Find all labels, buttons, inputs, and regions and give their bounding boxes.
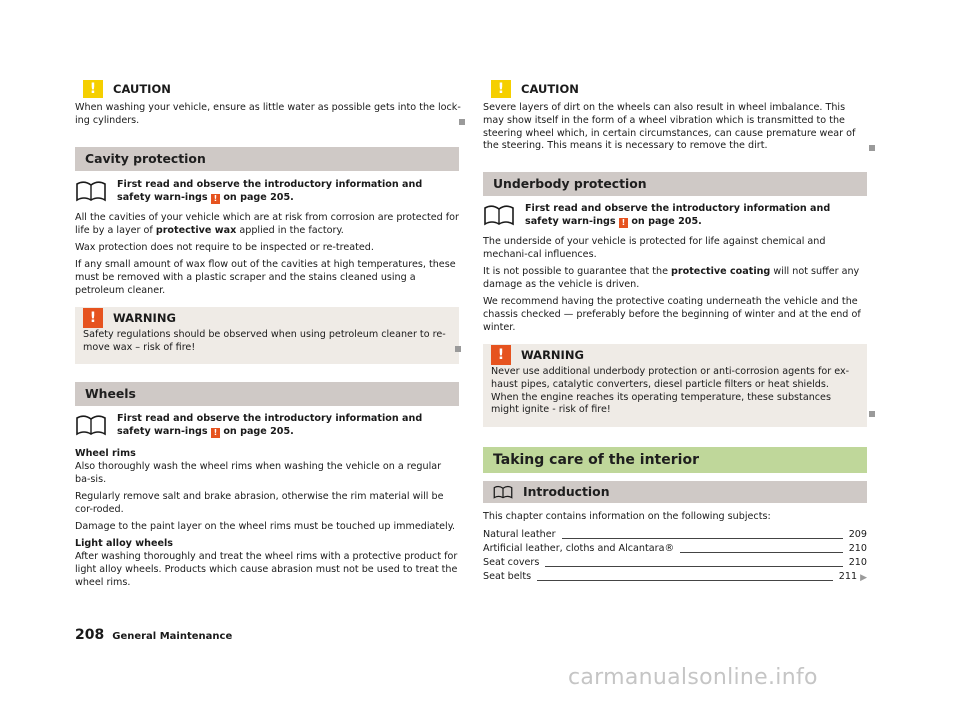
warning-box-1	[75, 307, 459, 364]
warning-text: Safety regulations should be observed when using petroleum cleaner to re-move wax – risk of fire!	[83, 329, 446, 353]
section-heading-wheels: Wheels	[75, 382, 459, 406]
footer-section-label: General Maintenance	[112, 631, 233, 642]
toc-item[interactable]	[483, 556, 867, 570]
warning-text: Never use additional underbody protection or anti-corrosion agents for ex-haust pipes, catalytic converters, diesel particle filters or heat shields. When the engine reaches its operating temperature, these substances might ignite - risk of fire!	[491, 366, 850, 416]
section-heading-introduction	[483, 481, 867, 503]
section-heading-underbody: Underbody protection	[483, 172, 867, 196]
toc-leader	[545, 566, 842, 567]
warning-icon: !	[491, 345, 511, 365]
open-book-icon	[493, 485, 513, 499]
warning-header	[483, 344, 859, 366]
ref-text: First read and observe the introductory information and safety warn-ings	[117, 413, 423, 437]
text-span: applied in the factory.	[236, 224, 344, 236]
paragraph	[75, 212, 459, 238]
paragraph	[483, 266, 867, 292]
underbody-body	[483, 203, 867, 339]
bold-term: protective wax	[155, 224, 237, 236]
toc-leader	[537, 580, 833, 581]
toc-item[interactable]	[483, 570, 867, 584]
caution-header	[483, 78, 867, 100]
caution-icon: !	[491, 80, 511, 98]
caution-header	[75, 78, 465, 100]
paragraph: Regularly remove salt and brake abrasion, otherwise the rim material will be cor-roded.	[75, 490, 444, 515]
toc-page: 210	[848, 557, 867, 569]
section-heading-cavity: Cavity protection	[75, 147, 459, 171]
toc-item[interactable]	[483, 528, 867, 542]
chapter-heading-interior: Taking care of the interior	[483, 447, 867, 473]
warning-inline-icon: !	[211, 428, 220, 438]
read-first-note	[75, 413, 459, 443]
toc-item[interactable]	[483, 542, 867, 556]
toc-title: Natural leather	[483, 529, 556, 541]
bold-term: protective coating	[671, 266, 771, 278]
toc-list	[483, 528, 867, 584]
caution-icon: !	[83, 80, 103, 98]
toc-leader	[680, 552, 843, 553]
paragraph: After washing thoroughly and treat the wheel rims with a protective product for light alloy wheels. Products which cause abrasion must not be used to treat the wheel rims.	[75, 551, 458, 588]
subheading-wheel-rims: Wheel rims	[75, 448, 136, 459]
paragraph: The underside of your vehicle is protected for life against chemical and mechani-cal influences.	[483, 236, 826, 260]
text-span: It is not possible to guarantee that the	[483, 266, 672, 278]
end-mark-icon	[459, 119, 465, 125]
caution-label: CAUTION	[113, 81, 171, 96]
toc-title: Seat belts	[483, 571, 532, 583]
open-book-icon	[483, 204, 515, 226]
page-footer	[75, 629, 232, 644]
open-book-icon	[75, 180, 107, 202]
toc-page: 211	[838, 571, 858, 583]
subheading-light-alloy: Light alloy wheels	[75, 538, 173, 550]
cavity-body	[75, 179, 459, 302]
ref-page: on page 205.	[223, 425, 294, 437]
toc-page: 210	[848, 543, 867, 555]
warning-box-2	[483, 344, 867, 427]
end-mark-icon	[869, 145, 875, 151]
end-mark-icon	[869, 411, 875, 417]
paragraph: Wax protection does not require to be inspected or re-treated.	[75, 242, 374, 254]
watermark: carmanualsonline.info	[568, 665, 818, 690]
caution-label: CAUTION	[521, 81, 579, 96]
toc-leader	[562, 538, 843, 539]
caution-block-2	[483, 78, 867, 158]
text-span: All the cavities of your vehicle which are at risk from corrosion are protected for life by a layer of	[75, 212, 459, 236]
warning-label: WARNING	[113, 310, 176, 325]
continue-arrow-icon: ▶	[860, 573, 867, 583]
read-first-note	[75, 179, 459, 209]
paragraph: Damage to the paint layer on the wheel rims must be touched up immediately.	[75, 520, 456, 532]
text-span: will not suffer any damage as the vehicle is driven.	[483, 266, 860, 290]
caution-text: When washing your vehicle, ensure as little water as possible gets into the lock-ing cylinders.	[75, 102, 461, 126]
toc-title: Artificial leather, cloths and Alcantara®	[483, 543, 675, 555]
paragraph: Also thoroughly wash the wheel rims when washing the vehicle on a regular ba-sis.	[75, 460, 442, 485]
warning-label: WARNING	[521, 347, 584, 362]
toc-page: 209	[848, 529, 867, 541]
ref-page: on page 205.	[631, 215, 702, 227]
intro-title: Introduction	[523, 483, 610, 499]
paragraph: If any small amount of wax flow out of the cavities at high temperatures, these must be removed with a plastic scraper and the stains cleaned using a petroleum cleaner.	[75, 259, 456, 296]
intro-text: This chapter contains information on the following subjects:	[483, 511, 771, 522]
warning-header	[75, 307, 451, 329]
warning-inline-icon: !	[619, 218, 628, 228]
ref-page: on page 205.	[223, 191, 294, 203]
read-first-note	[483, 203, 867, 233]
open-book-icon	[75, 414, 107, 436]
end-mark-icon	[455, 346, 461, 352]
toc-title: Seat covers	[483, 557, 540, 569]
warning-inline-icon: !	[211, 194, 220, 204]
paragraph: We recommend having the protective coating underneath the vehicle and the chassis checked — preferably before the beginning of winter and at the end of winter.	[483, 296, 861, 333]
warning-icon: !	[83, 308, 103, 328]
ref-text: First read and observe the introductory information and safety warn-ings	[117, 179, 423, 203]
caution-block-1	[75, 78, 465, 132]
page-number: 208	[75, 627, 105, 643]
ref-text: First read and observe the introductory information and safety warn-ings	[525, 203, 831, 227]
wheels-body	[75, 413, 459, 594]
caution-text: Severe layers of dirt on the wheels can also result in wheel imbalance. This may show itself in the form of a wheel vibration which is transmitted to the steering wheel which, in certain circumstances, can cause premature wear of the steering. This means it is necessary to remove the dirt.	[483, 102, 856, 152]
